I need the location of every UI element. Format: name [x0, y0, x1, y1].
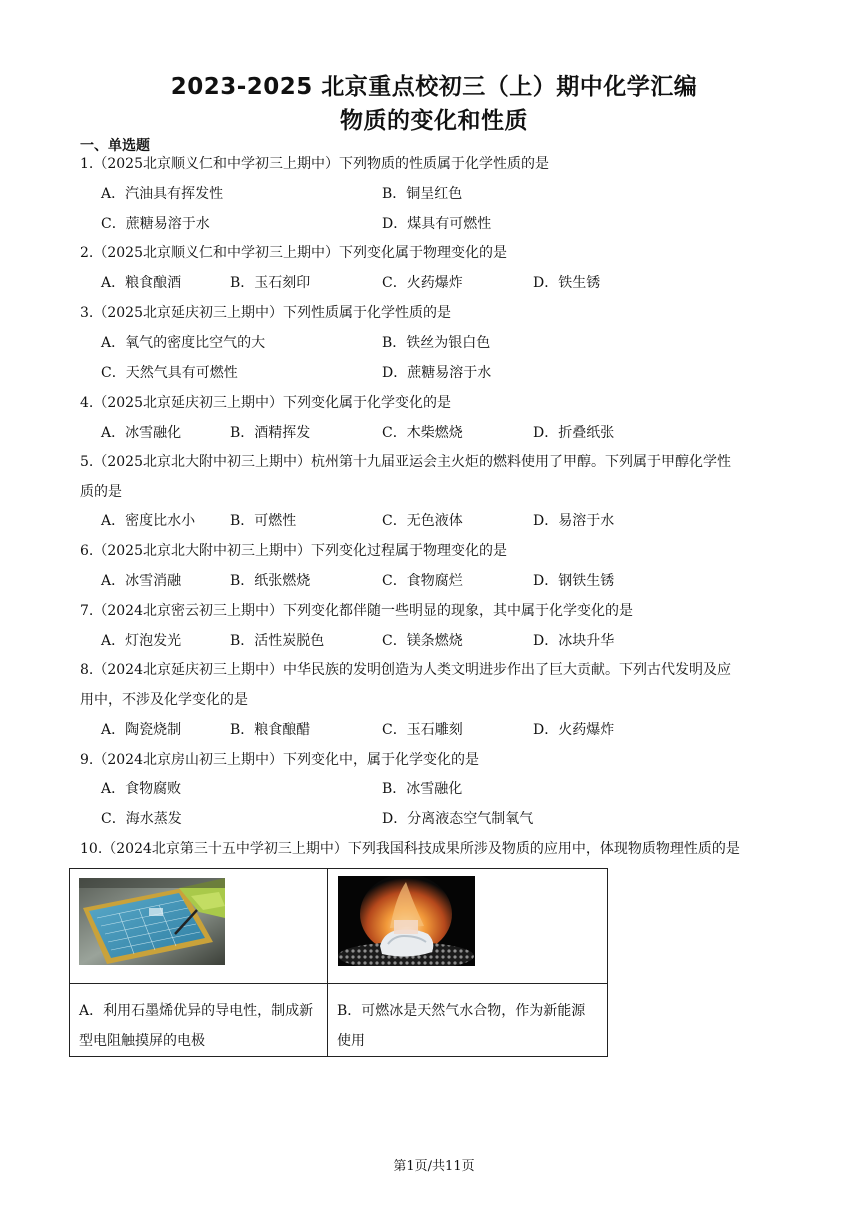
- question-4-option-c: C．木柴燃烧: [382, 425, 463, 441]
- question-10-option-a: A．利用石墨烯优异的导电性，制成新型电阻触摸屏的电极: [79, 1003, 314, 1049]
- question-2-option-b: B．玉石刻印: [230, 275, 311, 291]
- question-3-option-b: B．铁丝为银白色: [382, 335, 491, 351]
- question-2-option-a: A．粮食酿酒: [101, 275, 182, 291]
- document-subtitle: 物质的变化和性质: [340, 108, 528, 134]
- question-1-option-d: D．煤具有可燃性: [382, 216, 492, 232]
- question-5-option-c: C．无色液体: [382, 513, 463, 529]
- question-4-option-b: B．酒精挥发: [230, 425, 311, 441]
- question-9-stem: 9.（2024北京房山初三上期中）下列变化中，属于化学变化的是: [80, 752, 479, 768]
- question-1-option-b: B．铜呈红色: [382, 186, 463, 202]
- question-7-option-c: C．镁条燃烧: [382, 633, 463, 649]
- burning-combustible-ice-photo: [338, 876, 475, 966]
- question-8-stem: 8.（2024北京延庆初三上期中）中华民族的发明创造为人类文明进步作出了巨大贡献。下列古代发明及应: [80, 662, 731, 678]
- question-1-stem: 1.（2025北京顺义仁和中学初三上期中）下列物质的性质属于化学性质的是: [80, 156, 549, 172]
- question-2-stem: 2.（2025北京顺义仁和中学初三上期中）下列变化属于物理变化的是: [80, 245, 507, 261]
- question-9-option-a: A．食物腐败: [101, 781, 182, 797]
- graphene-touchscreen-photo: [79, 878, 225, 965]
- question-1-option-c: C．蔗糖易溶于水: [101, 216, 210, 232]
- question-6-option-a: A．冰雪消融: [101, 573, 182, 589]
- question-7-option-d: D．冰块升华: [533, 633, 615, 649]
- question-5-stem-continued: 质的是: [80, 484, 122, 500]
- question-8-option-b: B．粮食酿醋: [230, 722, 311, 738]
- question-5-stem: 5.（2025北京北大附中初三上期中）杭州第十九届亚运会主火炬的燃料使用了甲醇。下列属于甲醇化学性: [80, 454, 731, 470]
- question-3-option-a: A．氧气的密度比空气的大: [101, 335, 266, 351]
- question-10-option-b: B．可燃冰是天然气水合物，作为新能源使用: [337, 1003, 586, 1049]
- question-6-option-b: B．纸张燃烧: [230, 573, 311, 589]
- question-7-option-b: B．活性炭脱色: [230, 633, 325, 649]
- question-3-stem: 3.（2025北京延庆初三上期中）下列性质属于化学性质的是: [80, 305, 451, 321]
- question-5-option-d: D．易溶于水: [533, 513, 615, 529]
- option-b-text-cell: [328, 984, 608, 1057]
- question-4-option-a: A．冰雪融化: [101, 425, 182, 441]
- question-8-option-a: A．陶瓷烧制: [101, 722, 182, 738]
- question-9-option-d: D．分离液态空气制氧气: [382, 811, 534, 827]
- question-6-stem: 6.（2025北京北大附中初三上期中）下列变化过程属于物理变化的是: [80, 543, 507, 559]
- option-a-text-cell: [70, 984, 328, 1057]
- document-title: 2023-2025 北京重点校初三（上）期中化学汇编: [170, 74, 698, 100]
- section-heading: 一、单选题: [80, 138, 150, 154]
- question-3-option-c: C．天然气具有可燃性: [101, 365, 238, 381]
- question-2-option-c: C．火药爆炸: [382, 275, 463, 291]
- question-8-option-c: C．玉石雕刻: [382, 722, 463, 738]
- question-4-stem: 4.（2025北京延庆初三上期中）下列变化属于化学变化的是: [80, 395, 451, 411]
- question-3-option-d: D．蔗糖易溶于水: [382, 365, 492, 381]
- question-7-option-a: A．灯泡发光: [101, 633, 182, 649]
- question-9-option-b: B．冰雪融化: [382, 781, 463, 797]
- question-9-option-c: C．海水蒸发: [101, 811, 182, 827]
- question-4-option-d: D．折叠纸张: [533, 425, 615, 441]
- question-6-option-c: C．食物腐烂: [382, 573, 463, 589]
- question-6-option-d: D．钢铁生锈: [533, 573, 615, 589]
- question-1-option-a: A．汽油具有挥发性: [101, 186, 224, 202]
- question-8-option-d: D．火药爆炸: [533, 722, 615, 738]
- question-5-option-a: A．密度比水小: [101, 513, 196, 529]
- question-8-stem-continued: 用中，不涉及化学变化的是: [80, 692, 248, 708]
- question-5-option-b: B．可燃性: [230, 513, 297, 529]
- question-7-stem: 7.（2024北京密云初三上期中）下列变化都伴随一些明显的现象，其中属于化学变化的是: [80, 603, 633, 619]
- question-10-stem: 10.（2024北京第三十五中学初三上期中）下列我国科技成果所涉及物质的应用中，体现物质物理性质的是: [80, 841, 740, 857]
- question-2-option-d: D．铁生锈: [533, 275, 601, 291]
- page-footer: 第1页/共11页: [393, 1159, 475, 1174]
